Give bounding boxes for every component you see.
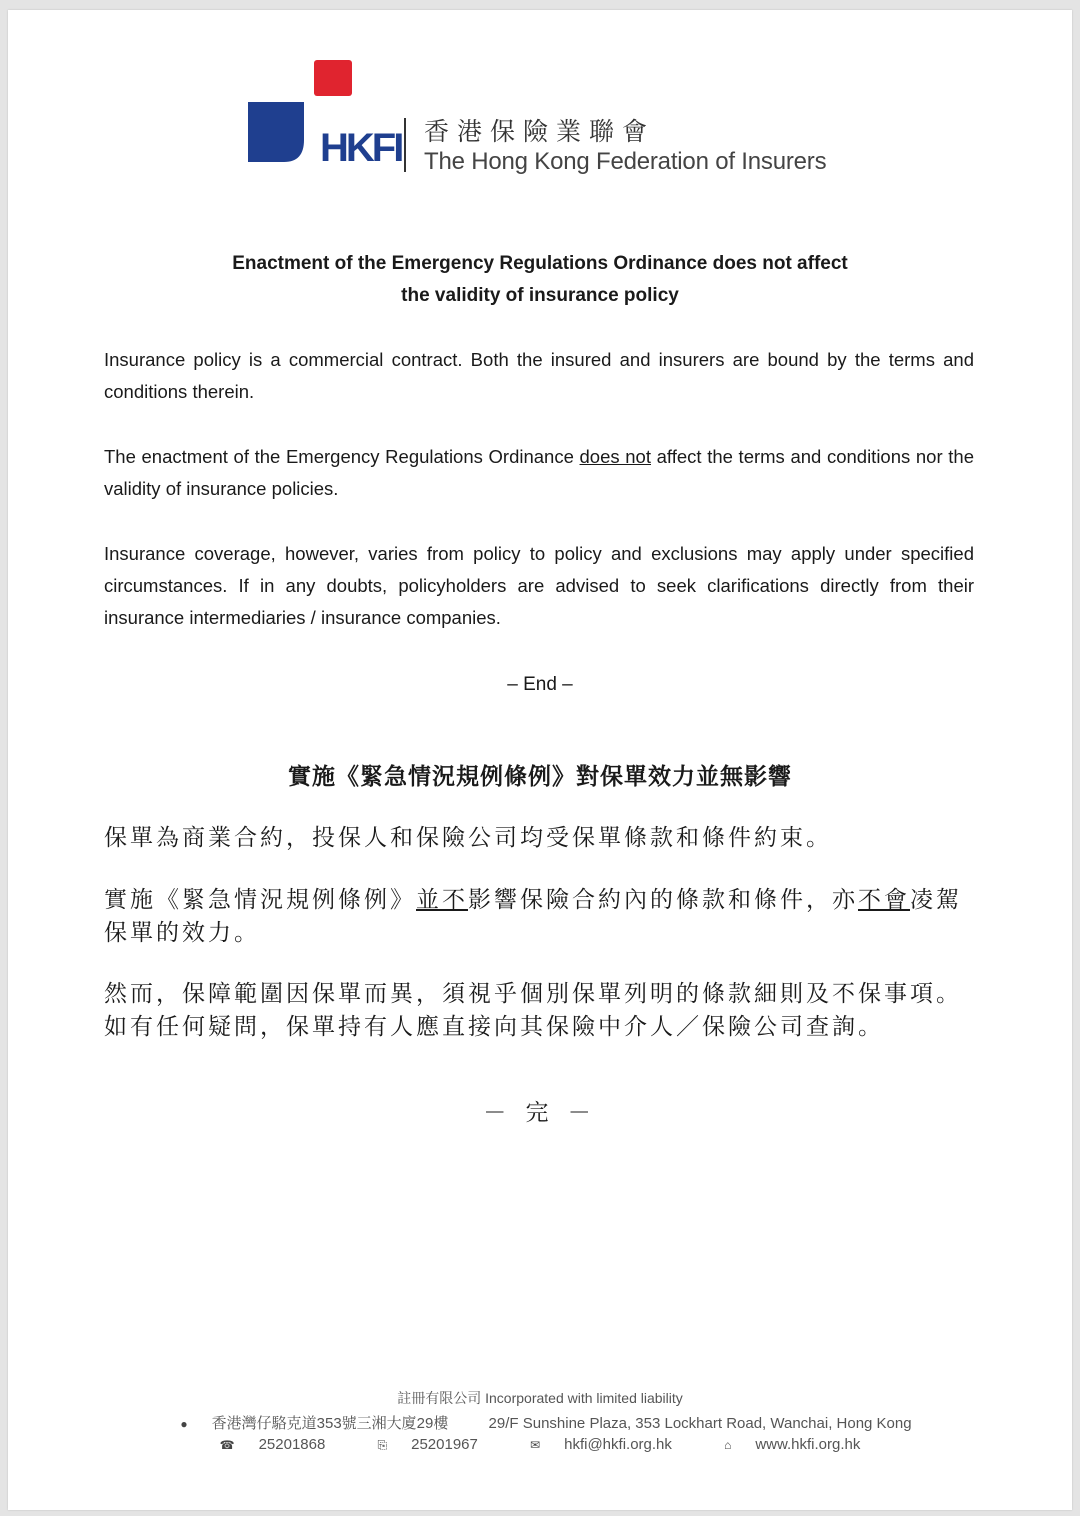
registration-en: Incorporated with limited liability [485,1390,683,1406]
address-en: 29/F Sunshine Plaza, 353 Lockhart Road, Wanchai, Hong Kong [488,1415,912,1432]
footer-registration [8,1388,1072,1408]
english-title [8,248,1072,312]
english-title-line1: Enactment of the Emergency Regulations Ordinance does not affect [232,253,848,274]
zh-para2-a: 實施《緊急情況規例條例》 [104,887,416,913]
footer-contacts [8,1436,1072,1453]
location-icon: ● [180,1417,188,1431]
website-url: www.hkfi.org.hk [755,1436,861,1453]
chinese-paragraph-1: 保單為商業合約，投保人和保險公司均受保單條款和條件約束。 [104,825,832,851]
zh-para2-underlined-1: 並不 [416,887,468,913]
chinese-title: 實施《緊急情況規例條例》對保單效力並無影響 [288,763,792,790]
chinese-paragraph-3: 然而，保障範圍因保單而異，須視乎個別保單列明的條款細則及不保事項。如有任何疑問，保單持有人應直接向其保險中介人／保險公司查詢。 [104,981,962,1040]
logo-name-en: The Hong Kong Federation of Insurers [424,148,827,175]
address-zh: 香港灣仔駱克道353號三湘大廈29樓 [211,1415,449,1432]
para2-text-a: The enactment of the Emergency Regulations Ordinance [104,446,580,467]
english-title-line2: the validity of insurance policy [401,285,679,306]
footer-address [8,1412,1072,1433]
para2-text-b: affect the terms and conditions nor the validity of insurance policies. [104,446,974,499]
hkfi-logo [240,60,880,190]
para2-underlined: does not [579,446,651,467]
logo-wordmark: HKFI [320,126,402,170]
chinese-end-marker: － 完 － [483,1100,597,1126]
document-page [8,10,1072,1510]
registration-zh: 註冊有限公司 [397,1390,482,1406]
email-icon: ✉ [530,1438,541,1452]
fax-number: 25201967 [411,1436,478,1453]
zh-para2-b: 影響保險合約內的條款和條件，亦 [468,887,858,913]
zh-para2-underlined-2: 不會 [858,887,910,913]
logo-divider [404,118,406,172]
logo-name-zh: 香港保險業聯會 [424,117,656,146]
phone-icon: ☎ [219,1438,235,1452]
chinese-paragraph-2 [104,884,984,950]
english-paragraph-3: Insurance coverage, however, varies from policy to policy and exclusions may apply under specified circumstances. If in any doubts, policyholders are advised to seek clarifications directly from their insurance intermediaries / insurance companies. [104,543,974,628]
email-address: hkfi@hkfi.org.hk [564,1436,672,1453]
home-icon: ⌂ [724,1438,732,1452]
english-paragraph-1: Insurance policy is a commercial contract. Both the insured and insurers are bound by the terms and conditions therein. [104,349,974,402]
logo-mark-icon [240,60,410,180]
phone-number: 25201868 [258,1436,326,1453]
english-end-marker: – End – [507,674,573,695]
english-paragraph-2 [104,441,974,505]
fax-icon: ⎘ [377,1438,388,1452]
zh-para2-c: 凌駕保單的效力。 [104,887,962,946]
